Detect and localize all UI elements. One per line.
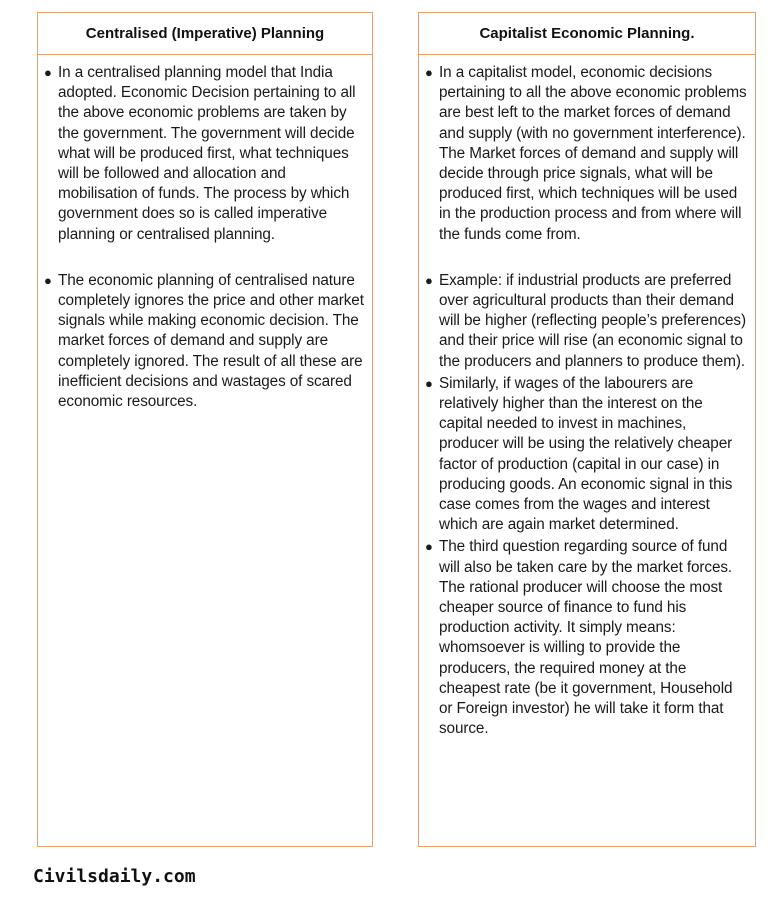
capitalist-planning-column	[418, 12, 756, 847]
list-item: ● The economic planning of centralised nature completely ignores the price and other market signals while making economic decision. The market forces of demand and supply are completely ignored. The result of all these are inefficient decisions and wastages of scared economic resources.	[44, 271, 364, 411]
capitalist-planning-title: Capitalist Economic Planning.	[419, 13, 755, 55]
bullet-icon: ●	[425, 539, 433, 555]
capitalist-planning-list	[425, 63, 747, 740]
bullet-icon: ●	[425, 272, 433, 288]
centralised-planning-column	[37, 12, 373, 847]
bullet-icon: ●	[425, 65, 433, 80]
list-item: ● In a capitalist model, economic decisions pertaining to all the above economic problems are best left to the market forces of demand and supply (with no government interference). The Market forces of demand and supply will decide through price signals, what will be produced first, which techniques will be used in the production process and from where will the funds come from.	[425, 64, 747, 243]
bullet-icon: ●	[44, 272, 52, 288]
bullet-icon: ●	[425, 375, 433, 391]
centralised-planning-list	[44, 63, 364, 412]
bullet-icon: ●	[44, 65, 52, 80]
list-item: ● Example: if industrial products are preferred over agricultural products than their demand will be higher (reflecting people’s preferences) and their price will rise (an economic signal to the producers and planners to produce them).	[425, 271, 746, 370]
centralised-planning-title: Centralised (Imperative) Planning	[38, 13, 372, 55]
list-item: ● In a centralised planning model that India adopted. Economic Decision pertaining to all the above economic problems are taken by the government. The government will decide what will be produced first, what techniques will be followed and allocation and mobilisation of funds. The process by which government does so is called imperative planning or centralised planning.	[44, 64, 356, 243]
list-item: ● The third question regarding source of fund will also be taken care by the market forces. The rational producer will choose the most cheaper source of finance to fund his production activity. It simply means: whomsoever is willing to provide the producers, the required money at the cheapest rate (be it government, Household or Foreign investor) he will take it form that source.	[425, 538, 733, 738]
list-item: ● Similarly, if wages of the labourers are relatively higher than the interest on the capital needed to invest in machines, producer will be using the relatively cheaper factor of production (capital in our case) in producing goods. An economic signal in this case comes from the wages and interest which are again market determined.	[425, 374, 733, 534]
brand-watermark: Civilsdaily.com	[33, 866, 196, 887]
